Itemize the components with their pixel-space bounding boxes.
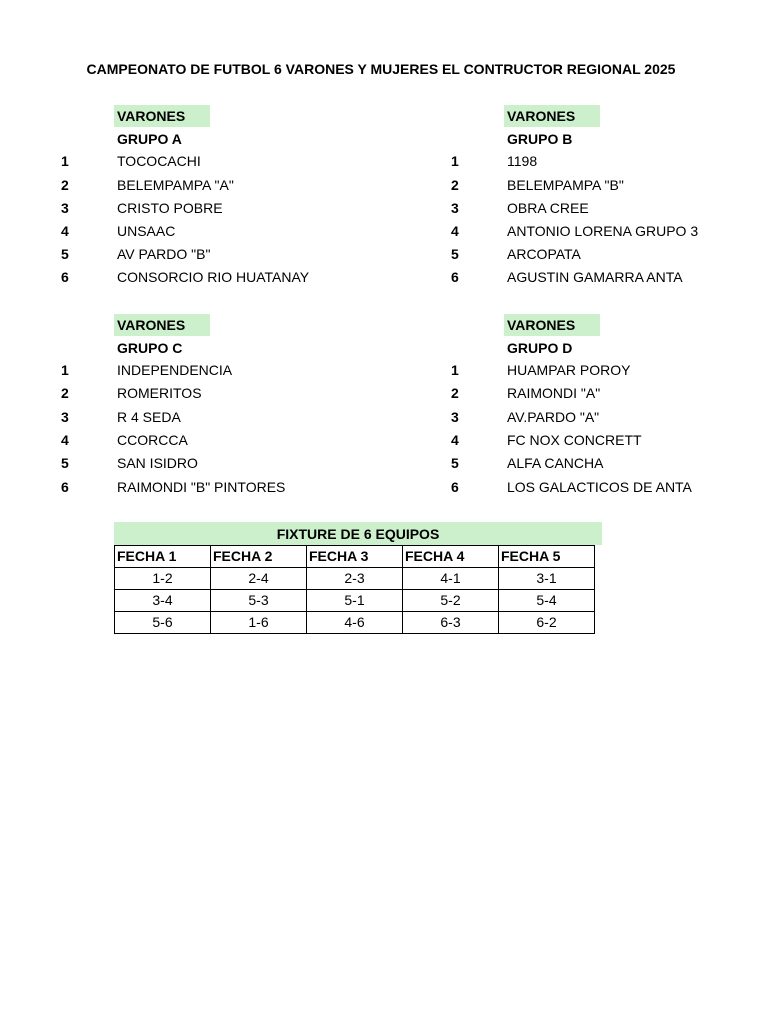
team-name: INDEPENDENCIA xyxy=(117,362,233,378)
team-number: 1 xyxy=(61,153,69,169)
team-number: 1 xyxy=(451,153,459,169)
match-cell: 4-1 xyxy=(403,568,499,590)
match-cell: 1-6 xyxy=(211,612,307,634)
fixture-header-row xyxy=(115,546,595,568)
fecha-header: FECHA 4 xyxy=(403,546,499,568)
fixture-row xyxy=(115,612,595,634)
fecha-header: FECHA 5 xyxy=(499,546,595,568)
team-number: 6 xyxy=(61,269,69,285)
category-label xyxy=(114,314,210,336)
team-number: 5 xyxy=(451,246,459,262)
team-name: RAIMONDI "B" PINTORES xyxy=(117,479,286,495)
team-number: 4 xyxy=(451,223,459,239)
team-name: AV.PARDO "A" xyxy=(507,409,600,425)
team-number: 4 xyxy=(61,223,69,239)
team-number: 2 xyxy=(451,385,459,401)
fixture-row xyxy=(115,568,595,590)
fecha-header: FECHA 3 xyxy=(307,546,403,568)
team-number: 4 xyxy=(451,432,459,448)
team-name: FC NOX CONCRETT xyxy=(507,432,642,448)
team-name: R 4 SEDA xyxy=(117,409,181,425)
team-number: 1 xyxy=(61,362,69,378)
team-number: 3 xyxy=(451,409,459,425)
match-cell: 4-6 xyxy=(307,612,403,634)
team-name: ROMERITOS xyxy=(117,385,202,401)
team-number: 2 xyxy=(61,177,69,193)
team-name: 1198 xyxy=(507,153,538,169)
team-name: CONSORCIO RIO HUATANAY xyxy=(117,269,310,285)
team-number: 5 xyxy=(61,246,69,262)
team-name: AGUSTIN GAMARRA ANTA xyxy=(507,269,683,285)
team-number: 3 xyxy=(451,200,459,216)
team-name: AV PARDO "B" xyxy=(117,246,211,262)
category-label xyxy=(114,105,210,127)
match-cell: 5-3 xyxy=(211,590,307,612)
category-text: VARONES xyxy=(507,317,576,333)
team-number: 5 xyxy=(451,455,459,471)
team-name: ANTONIO LORENA GRUPO 3 xyxy=(507,223,699,239)
match-cell: 2-4 xyxy=(211,568,307,590)
team-name: LOS GALACTICOS DE ANTA xyxy=(507,479,692,495)
group-name: GRUPO B xyxy=(507,131,573,147)
match-cell: 3-4 xyxy=(115,590,211,612)
team-name: OBRA CREE xyxy=(507,200,589,216)
match-cell: 6-2 xyxy=(499,612,595,634)
match-cell: 6-3 xyxy=(403,612,499,634)
match-cell: 3-1 xyxy=(499,568,595,590)
match-cell: 2-3 xyxy=(307,568,403,590)
team-number: 2 xyxy=(451,177,459,193)
team-number: 6 xyxy=(61,479,69,495)
match-cell: 5-4 xyxy=(499,590,595,612)
group-name: GRUPO C xyxy=(117,340,183,356)
team-number: 6 xyxy=(451,269,459,285)
match-cell: 5-6 xyxy=(115,612,211,634)
team-number: 6 xyxy=(451,479,459,495)
category-text: VARONES xyxy=(507,108,576,124)
team-number: 1 xyxy=(451,362,459,378)
page-title: CAMPEONATO DE FUTBOL 6 VARONES Y MUJERES EL CONTRUCTOR REGIONAL 2025 xyxy=(86,61,676,77)
match-cell: 5-2 xyxy=(403,590,499,612)
fecha-header: FECHA 1 xyxy=(115,546,211,568)
match-cell: 5-1 xyxy=(307,590,403,612)
group-name: GRUPO A xyxy=(117,131,182,147)
team-name: CRISTO POBRE xyxy=(117,200,223,216)
team-name: TOCOCACHI xyxy=(117,153,201,169)
team-name: BELEMPAMPA "B" xyxy=(507,177,624,193)
team-number: 3 xyxy=(61,409,69,425)
group-name: GRUPO D xyxy=(507,340,573,356)
team-name: BELEMPAMPA "A" xyxy=(117,177,234,193)
fixture-title: FIXTURE DE 6 EQUIPOS xyxy=(114,522,602,545)
team-name: RAIMONDI "A" xyxy=(507,385,601,401)
team-name: UNSAAC xyxy=(117,223,176,239)
team-name: CCORCCA xyxy=(117,432,188,448)
team-name: HUAMPAR POROY xyxy=(507,362,631,378)
fixture-row xyxy=(115,590,595,612)
team-number: 4 xyxy=(61,432,69,448)
team-number: 2 xyxy=(61,385,69,401)
fixture-table xyxy=(114,545,595,634)
team-number: 3 xyxy=(61,200,69,216)
category-text: VARONES xyxy=(117,108,186,124)
team-name: ALFA CANCHA xyxy=(507,455,604,471)
fecha-header: FECHA 2 xyxy=(211,546,307,568)
team-name: SAN ISIDRO xyxy=(117,455,198,471)
team-name: ARCOPATA xyxy=(507,246,581,262)
category-label xyxy=(504,314,600,336)
category-label xyxy=(504,105,600,127)
match-cell: 1-2 xyxy=(115,568,211,590)
team-number: 5 xyxy=(61,455,69,471)
category-text: VARONES xyxy=(117,317,186,333)
